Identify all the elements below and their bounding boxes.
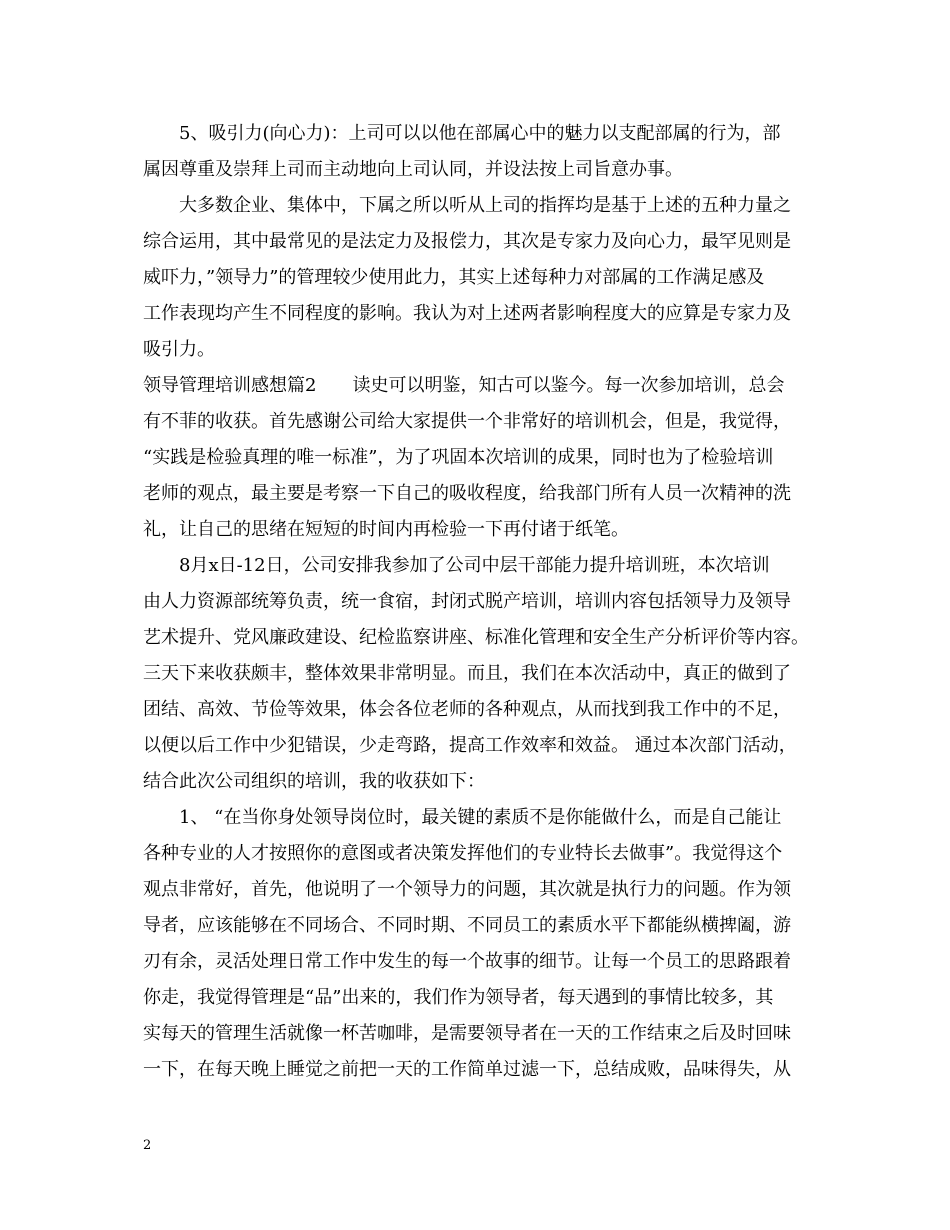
text-line: 刃有余，灵活处理日常工作中发生的每一个故事的细节。让每一个员工的思路跟着 xyxy=(143,951,791,972)
text-line: 由人力资源部统筹负责，统一食宿，封闭式脱产培训，培训内容包括领导力及领导 xyxy=(143,591,791,612)
text-line: 领导管理培训感想篇2 读史可以明鉴，知古可以鉴今。每一次参加培训，总会 xyxy=(143,375,785,396)
document-body xyxy=(143,116,823,1088)
text-line: 结合此次公司组织的培训，我的收获如下： xyxy=(143,771,485,792)
text-line: 一下，在每天晚上睡觉之前把一天的工作简单过滤一下，总结成败，品味得失，从 xyxy=(143,1059,791,1080)
text-line: 实每天的管理生活就像一杯苦咖啡，是需要领导者在一天的工作结束之后及时回味 xyxy=(143,1023,791,1044)
text-line: 威吓力，”领导力”的管理较少使用此力，其实上述每种力对部属的工作满足感及 xyxy=(143,267,765,288)
text-line: 艺术提升、党风廉政建设、纪检监察讲座、标准化管理和安全生产分析评价等内容。 xyxy=(143,627,809,648)
text-line: 有不菲的收获。首先感谢公司给大家提供一个非常好的培训机会，但是，我觉得， xyxy=(143,411,791,432)
text-line: 吸引力。 xyxy=(143,339,215,360)
text-line: 团结、高效、节俭等效果，体会各位老师的各种观点，从而找到我工作中的不足， xyxy=(143,699,791,720)
text-line: 以便以后工作中少犯错误，少走弯路，提高工作效率和效益。 通过本次部门活动， xyxy=(143,735,797,756)
text-line: 老师的观点，最主要是考察一下自己的吸收程度，给我部门所有人员一次精神的洗 xyxy=(143,483,791,504)
text-line: 导者，应该能够在不同场合、不同时期、不同员工的素质水平下都能纵横捭阖，游 xyxy=(143,915,791,936)
text-line: 观点非常好，首先，他说明了一个领导力的问题，其次就是执行力的问题。作为领 xyxy=(143,879,791,900)
text-line: 5、吸引力(向心力)：上司可以以他在部属心中的魅力以支配部属的行为，部 xyxy=(143,123,781,144)
text-line: 三天下来收获颇丰，整体效果非常明显。而且，我们在本次活动中，真正的做到了 xyxy=(143,663,791,684)
text-line: 属因尊重及崇拜上司而主动地向上司认同，并设法按上司旨意办事。 xyxy=(143,159,683,180)
text-line: 各种专业的人才按照你的意图或者决策发挥他们的专业特长去做事”。我觉得这个 xyxy=(143,843,783,864)
text-line: 礼，让自己的思绪在短短的时间内再检验一下再付诸于纸笔。 xyxy=(143,519,629,540)
page-number: 2 xyxy=(143,1138,152,1153)
text-line: 综合运用，其中最常见的是法定力及报偿力，其次是专家力及向心力，最罕见则是 xyxy=(143,231,791,252)
text-line: 8月x日-12日，公司安排我参加了公司中层干部能力提升培训班，本次培训 xyxy=(143,555,770,576)
text-line: “实践是检验真理的唯一标准”，为了巩固本次培训的成果，同时也为了检验培训 xyxy=(143,447,774,468)
text-line: 1、 “在当你身处领导岗位时，最关键的素质不是你能做什么，而是自己能让 xyxy=(143,807,782,828)
text-line: 大多数企业、集体中，下属之所以听从上司的指挥均是基于上述的五种力量之 xyxy=(143,195,791,216)
text-line: 工作表现均产生不同程度的影响。我认为对上述两者影响程度大的应算是专家力及 xyxy=(143,303,791,324)
text-line: 你走，我觉得管理是“品”出来的，我们作为领导者，每天遇到的事情比较多，其 xyxy=(143,987,774,1008)
